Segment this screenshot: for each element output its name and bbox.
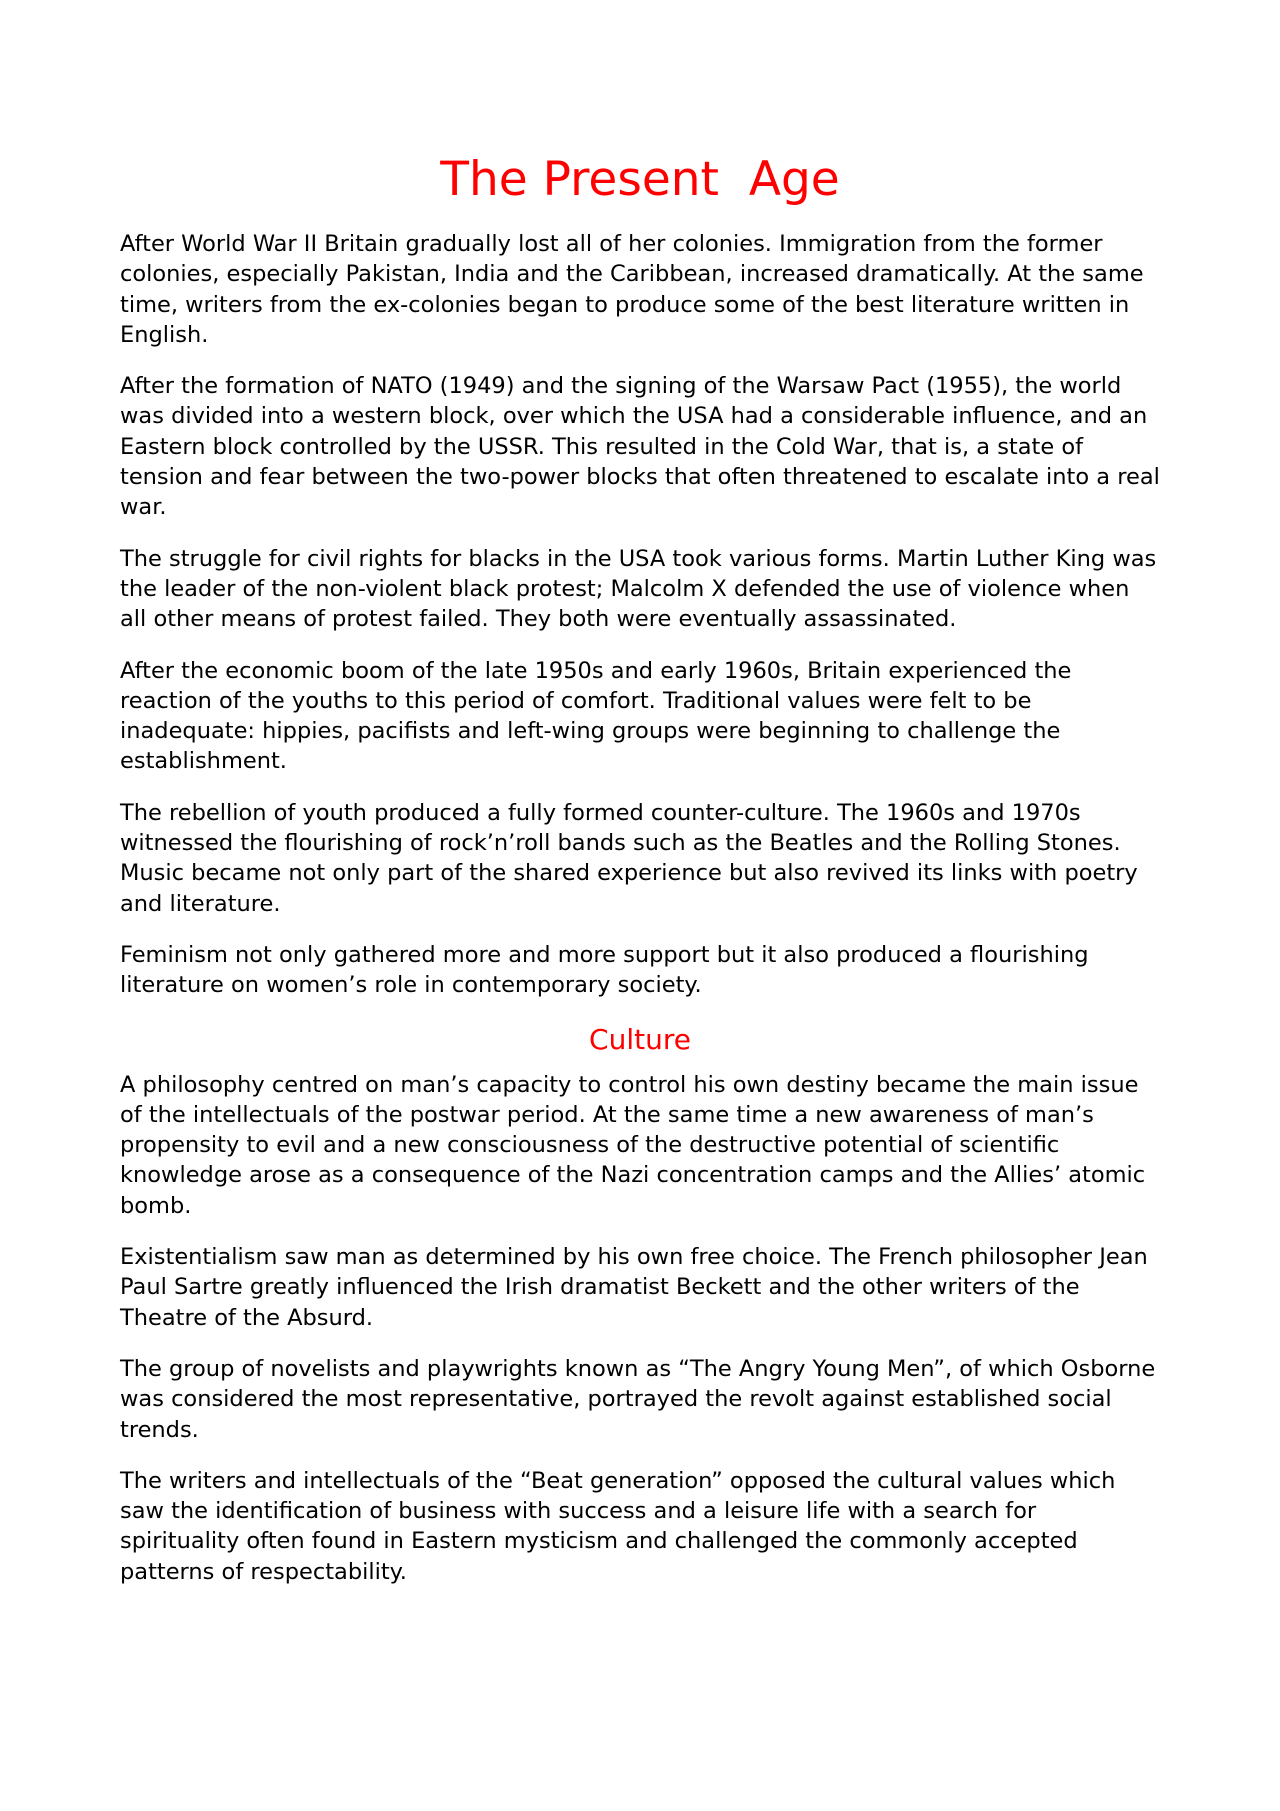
paragraph-philosophy: A philosophy centred on man’s capacity to control his own destiny became the main issue of the intellectuals of the postwar period. At the same time a new awareness of man’s propensity to evil and a new consciousness of the destructive potential of scientific knowledge arose as a consequence of the Nazi concentration camps and the Allies’ atomic bomb.: [120, 1071, 1146, 1219]
paragraph-decolonization: After World War II Britain gradually lost all of her colonies. Immigration from the former colonies, especially Pakistan, India and the Caribbean, increased dramatically. At the same time, writers from the ex-colonies began to produce some of the best literature written in English.: [120, 231, 1144, 348]
paragraph-existentialism: Existentialism saw man as determined by his own free choice. The French philosopher Jean Paul Sartre greatly influenced the Irish dramatist Beckett and the other writers of the Theatre of the Absurd.: [120, 1244, 1148, 1331]
section-heading-culture: Culture: [589, 1022, 691, 1056]
page-title: The Present Age: [440, 152, 840, 207]
paragraph-civil-rights: The struggle for civil rights for blacks in the USA took various forms. Martin Luther King was the leader of the non-violent black protest; Malcolm X defended the use of violence when all other means of protest failed. They both were eventually assassinated.: [120, 545, 1157, 633]
paragraph-cold-war: After the formation of NATO (1949) and the signing of the Warsaw Pact (1955), the world was divided into a western block, over which the USA had a considerable influence, and an Eastern block controlled by the USSR. This resulted in the Cold War, that is, a state of tension and fear between the two-power blocks that often threatened to escalate into a real war.: [120, 373, 1160, 521]
paragraph-economic-boom: After the economic boom of the late 1950s and early 1960s, Britain experienced the reaction of the youths to this period of comfort. Traditional values were felt to be inadequate: hippies, pacifists and left-wing groups were beginning to challenge the establishment.: [120, 657, 1072, 775]
paragraph-beat-generation: The writers and intellectuals of the “Beat generation” opposed the cultural values which saw the identification of business with success and a leisure life with a search for spirituality often found in Eastern mysticism and challenged the commonly accepted patterns of respectability.: [120, 1467, 1116, 1585]
document-page: [120, 0, 1160, 1608]
paragraph-counter-culture: The rebellion of youth produced a fully formed counter-culture. The 1960s and 1970s witnessed the flourishing of rock’n’roll bands such as the Beatles and the Rolling Stones. Music became not only part of the shared experience but also revived its links with poetry and literature.: [120, 799, 1138, 917]
paragraph-feminism: Feminism not only gathered more and more support but it also produced a flourishing literature on women’s role in contemporary society.: [120, 941, 1089, 999]
paragraph-angry-young-men: The group of novelists and playwrights known as “The Angry Young Men”, of which Osborne was considered the most representative, portrayed the revolt against established social trends.: [120, 1355, 1156, 1443]
